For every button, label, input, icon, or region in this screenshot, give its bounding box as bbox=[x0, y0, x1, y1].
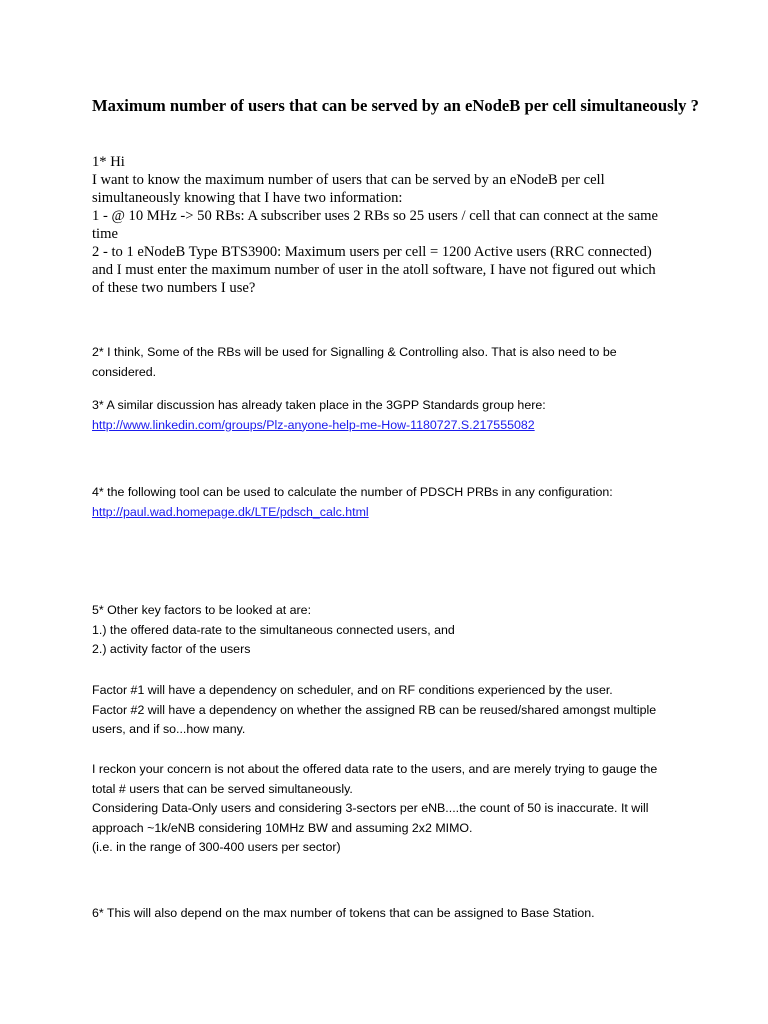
post-5-factor-line: Factor #1 will have a dependency on scheduler, and on RF conditions experienced by the user. bbox=[92, 683, 613, 697]
post-2 bbox=[92, 343, 692, 382]
post-5-intro bbox=[92, 601, 692, 660]
post-5-reckon bbox=[92, 760, 692, 858]
post-5-reckon-line: Considering Data-Only users and considering 3-sectors per eNB....the count of 50 is inaccurate. It will bbox=[92, 801, 649, 815]
post-5-factors bbox=[92, 681, 692, 740]
post-2-line: considered. bbox=[92, 364, 157, 379]
post-5-reckon-line: approach ~1k/eNB considering 10MHz BW and assuming 2x2 MIMO. bbox=[92, 820, 473, 835]
post-1-line: simultaneously knowing that I have two information: bbox=[92, 190, 403, 206]
linkedin-discussion-link[interactable]: http://www.linkedin.com/groups/Plz-anyone-help-me-How-1180727.S.217555082 bbox=[92, 417, 535, 432]
document-title: Maximum number of users that can be served by an eNodeB per cell simultaneously ? bbox=[92, 96, 699, 115]
post-1 bbox=[92, 153, 692, 297]
post-5-reckon-line: (i.e. in the range of 300-400 users per sector) bbox=[92, 840, 341, 854]
post-1-line: of these two numbers I use? bbox=[92, 280, 256, 296]
post-4 bbox=[92, 483, 692, 522]
post-5-factor-line: users, and if so...how many. bbox=[92, 722, 246, 736]
post-2-line: 2* I think, Some of the RBs will be used for Signalling & Controlling also. That is also need to be bbox=[92, 345, 617, 359]
post-1-line: time bbox=[92, 226, 118, 242]
post-4-text: 4* the following tool can be used to calculate the number of PDSCH PRBs in any configuration: bbox=[92, 485, 613, 499]
post-5-reckon-line: I reckon your concern is not about the offered data rate to the users, and are merely trying to gauge the bbox=[92, 762, 658, 776]
post-6 bbox=[92, 904, 692, 924]
post-3-text: 3* A similar discussion has already taken place in the 3GPP Standards group here: bbox=[92, 398, 546, 412]
post-5-factor-line: Factor #2 will have a dependency on whether the assigned RB can be reused/shared amongst multiple bbox=[92, 702, 657, 717]
post-1-line: 1 - @ 10 MHz -> 50 RBs: A subscriber uses 2 RBs so 25 users / cell that can connect at the same bbox=[92, 208, 659, 224]
post-1-line: 1* Hi bbox=[92, 154, 125, 170]
post-1-line: I want to know the maximum number of users that can be served by an eNodeB per cell bbox=[92, 172, 605, 188]
post-5-line: 2.) activity factor of the users bbox=[92, 642, 251, 656]
post-6-text: 6* This will also depend on the max number of tokens that can be assigned to Base Station. bbox=[92, 906, 595, 920]
post-5-line: 5* Other key factors to be looked at are: bbox=[92, 603, 312, 617]
post-1-line: 2 - to 1 eNodeB Type BTS3900: Maximum users per cell = 1200 Active users (RRC connected) bbox=[92, 244, 652, 260]
post-5-reckon-line: total # users that can be served simultaneously. bbox=[92, 781, 353, 796]
pdsch-calc-tool-link[interactable]: http://paul.wad.homepage.dk/LTE/pdsch_calc.html bbox=[92, 504, 369, 519]
post-5-line: 1.) the offered data-rate to the simultaneous connected users, and bbox=[92, 622, 455, 637]
post-3 bbox=[92, 396, 692, 435]
post-1-line: and I must enter the maximum number of user in the atoll software, I have not figured out which bbox=[92, 262, 656, 278]
